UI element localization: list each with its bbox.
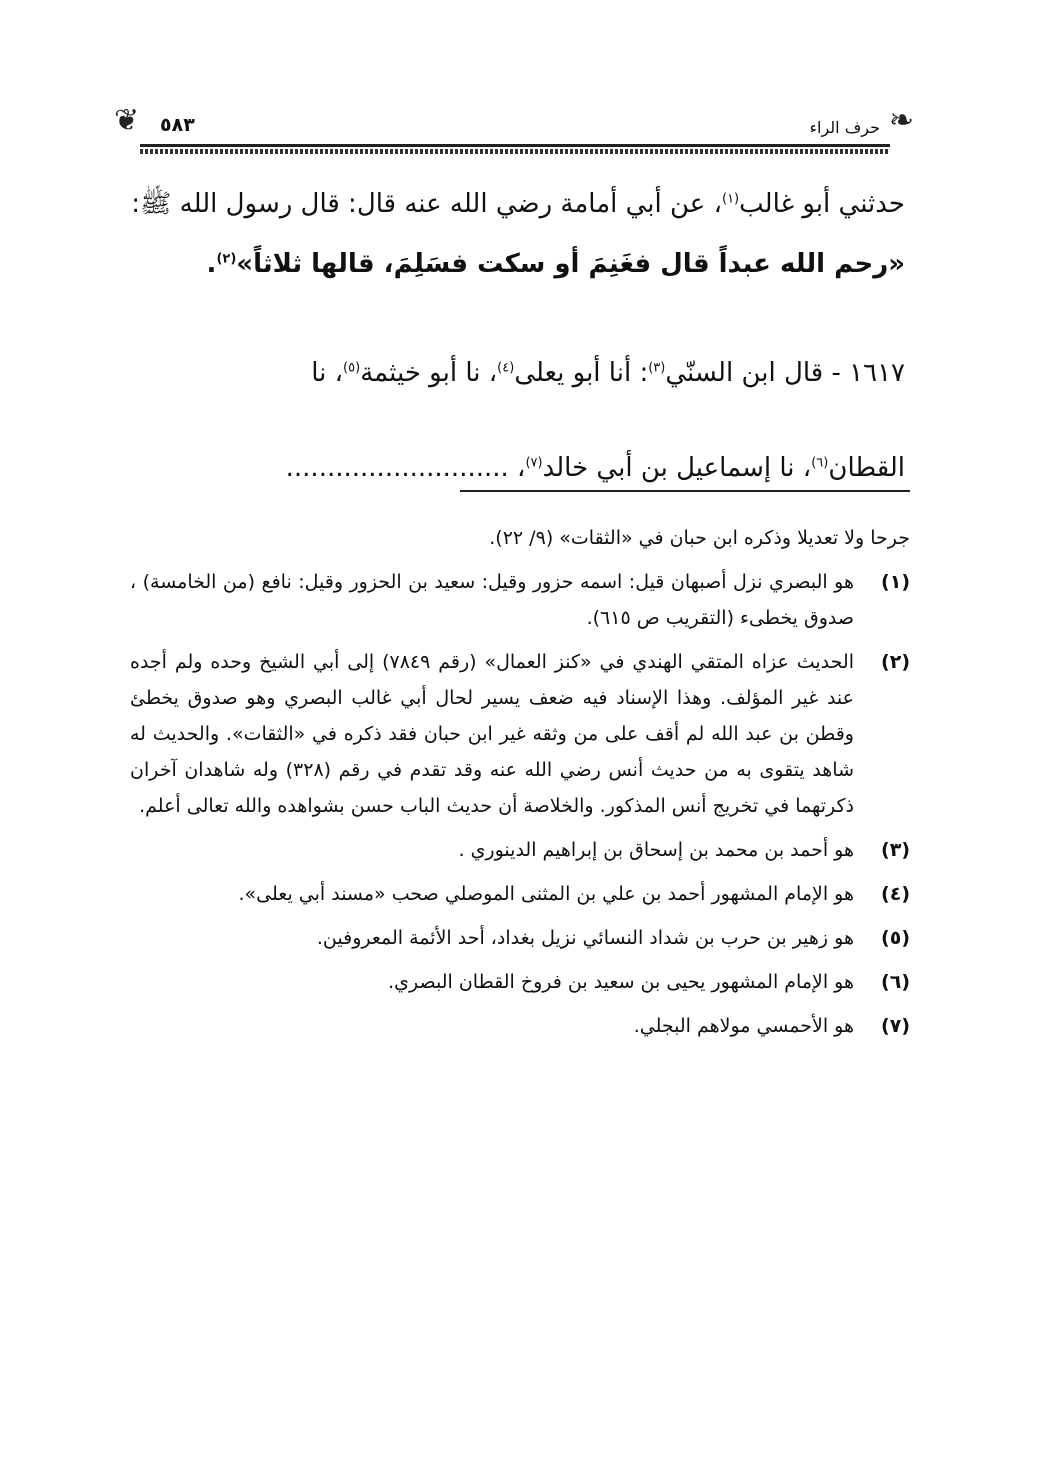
footnote-number: (٣) <box>881 839 910 861</box>
footnote-ref-4[interactable]: (٤) <box>497 360 515 376</box>
footnote-ref-5[interactable]: (٥) <box>343 360 361 376</box>
flourish-ornament-left-icon: ❦ <box>114 103 140 138</box>
hadith-matn: «رحم الله عبداً قال فغَنِمَ أو سكت فسَلِمَ، قالها ثلاثاً»$^{(٢)}$. <box>206 249 905 279</box>
footnote-7 <box>130 1008 910 1044</box>
main-line-4: القطان$^{(٦)}$، نا إسماعيل بن أبي خالد$^{(٧)}$، ........................... <box>285 453 905 483</box>
footnote-5 <box>130 920 910 956</box>
footnote-ref-7[interactable]: (٧) <box>525 455 543 471</box>
footnote-ref-3[interactable]: (٣) <box>648 360 666 376</box>
main-line-3: ١٦١٧ - قال ابن السنّي$^{(٣)}$: أنا أبو يعلى$^{(٤)}$، نا أبو خيثمة$^{(٥)}$، نا <box>311 358 905 388</box>
footnote-number: (٤) <box>881 883 910 905</box>
footnote-text: هو الإمام المشهور يحيى بن سعيد بن فروخ القطان البصري. <box>388 971 854 993</box>
footnote-text: هو الأحمسي مولاهم البجلي. <box>633 1015 854 1037</box>
page-number: ٥٨٣ <box>160 114 195 136</box>
footnote-text: هو زهير بن حرب بن شداد النسائي نزيل بغداد، أحد الأئمة المعروفين. <box>316 927 854 949</box>
main-line-1: حدثني أبو غالب$^{(١)}$، عن أبي أمامة رضي الله عنه قال: قال رسول الله ﷺ: <box>131 189 905 219</box>
footnote-ref-6[interactable]: (٦) <box>811 455 829 471</box>
flourish-ornament-right-icon: ❧ <box>888 103 914 138</box>
main-text <box>130 178 905 488</box>
footnote-4 <box>130 876 910 912</box>
footnote-number: (٧) <box>881 1015 910 1037</box>
footnote-text: هو البصري نزل أصبهان قيل: اسمه حزور وقيل: سعيد بن الحزور وقيل: نافع (من الخامسة) ، صدوق يخطىء (التقريب ص ٦١٥). <box>130 571 854 629</box>
running-header <box>114 100 914 156</box>
footnote-ref-2[interactable]: (٢) <box>216 251 237 267</box>
footnote-number: (٢) <box>881 651 910 673</box>
header-rule <box>140 144 890 147</box>
footnote-6 <box>130 964 910 1000</box>
footnote-2 <box>130 644 910 824</box>
footnote-separator <box>460 490 910 492</box>
footnote-text: هو الإمام المشهور أحمد بن علي بن المثنى الموصلي صحب «مسند أبي يعلى». <box>238 883 854 905</box>
hadith-number: ١٦١٧ <box>849 358 905 388</box>
footnote-text: هو أحمد بن محمد بن إسحاق بن إبراهيم الدينوري . <box>458 839 854 861</box>
footnote-number: (٥) <box>881 927 910 949</box>
footnotes <box>130 520 910 1052</box>
header-chain-rule <box>140 149 890 154</box>
footnote-continuation: جرحا ولا تعديلا وذكره ابن حبان في «الثقات» (٩/ ٢٢). <box>489 527 910 549</box>
footnote-number: (١) <box>881 571 910 593</box>
footnote-number: (٦) <box>881 971 910 993</box>
footnote-text: الحديث عزاه المتقي الهندي في «كنز العمال» (رقم ٧٨٤٩) إلى أبي الشيخ وحده ولم أجده عند غير المؤلف. وهذا الإسناد فيه ضعف يسير لحال أبي غالب البصري وهو صدوق يخطئ وقطن بن عبد الله لم أقف على من وثقه غير ابن حبان فقد ذكره في «الثقات». والحديث له شاهد يتقوى به من حديث أنس رضي الله عنه وقد تقدم في رقم (٣٢٨) وله شاهدان آخران ذكرتهما في تخريج أنس المذكور. والخلاصة أن حديث الباب حسن بشواهده والله تعالى أعلم. <box>130 651 855 817</box>
footnote-1 <box>130 564 910 636</box>
footnote-ref-1[interactable]: (١) <box>721 191 740 207</box>
chapter-title: حرف الراء <box>809 118 880 137</box>
footnote-3 <box>130 832 910 868</box>
